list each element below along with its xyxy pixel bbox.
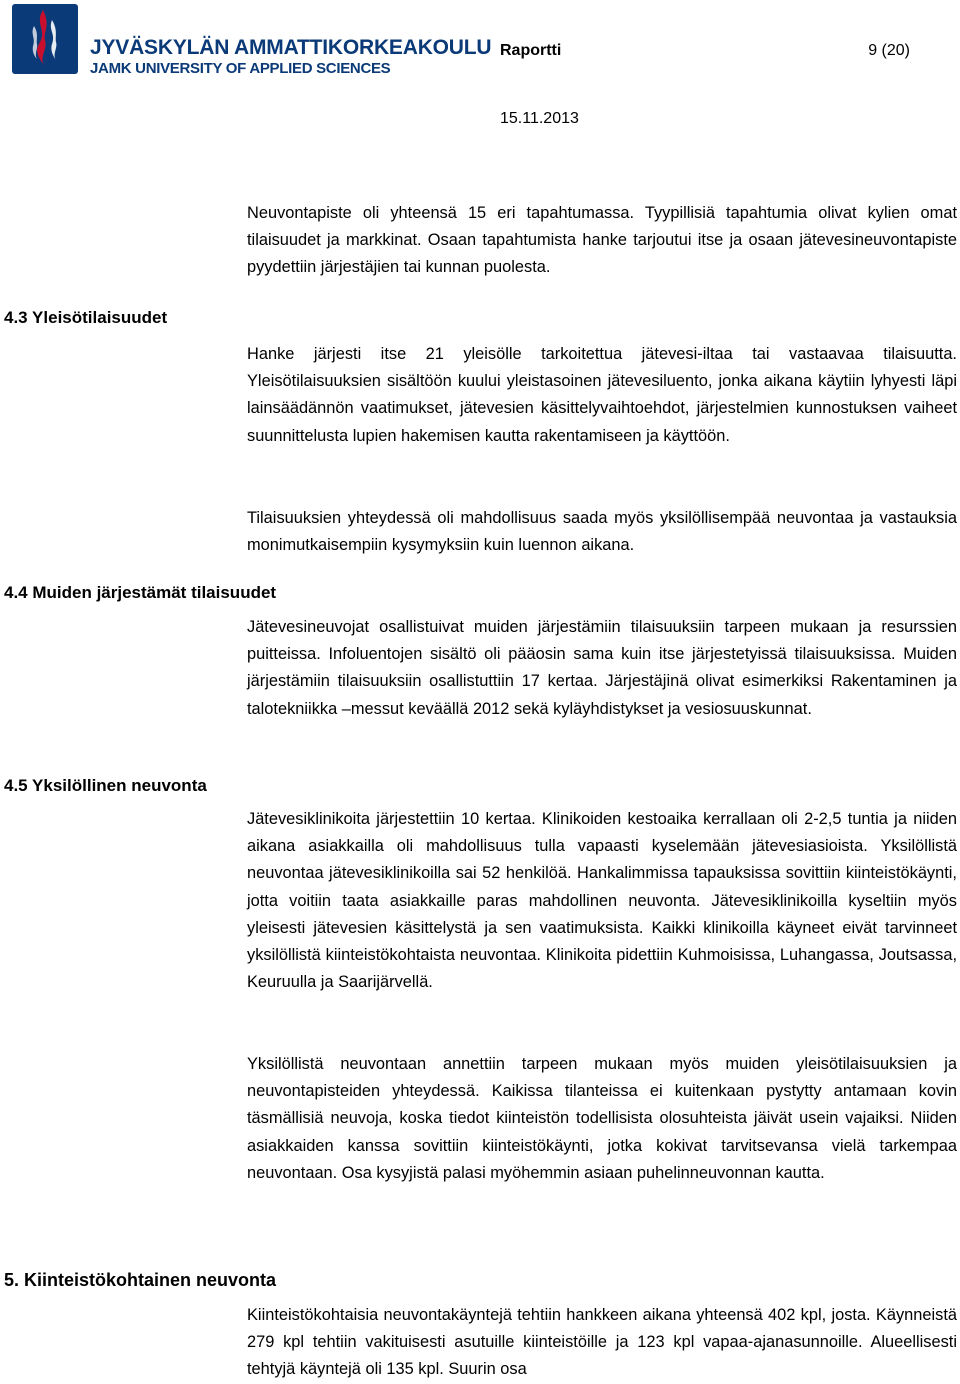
paragraph-events: Neuvontapiste oli yhteensä 15 eri tapahtumassa. Tyypillisiä tapahtumia olivat kylien omat tilaisuudet ja markkinat. Osaan tapahtumista hanke tarjoutui itse ja osaan jätevesineuvontapiste pyydettiin järjestäjien tai kunnan puolesta.: [247, 204, 957, 277]
page-header: [0, 0, 960, 140]
school-name-finnish: JYVÄSKYLÄN AMMATTIKORKEAKOULU: [90, 36, 492, 59]
section-heading-4-4: 4.4 Muiden järjestämät tilaisuudet: [4, 583, 277, 602]
page-number: 9 (20): [868, 42, 910, 59]
document-type: Raportti: [500, 42, 562, 59]
section-heading-5: 5. Kiinteistökohtainen neuvonta: [4, 1270, 277, 1290]
document-date: 15.11.2013: [500, 110, 579, 127]
jamk-flame-logo-icon: [12, 4, 78, 74]
paragraph-others-events: Jätevesineuvojat osallistuivat muiden järjestämiin tilaisuuksiin tarpeen mukaan ja resurssien puitteissa. Infoluentojen sisältö oli pääosin sama kuin itse järjestetyissä tilaisuuksissa. Muiden järjestämiin tilaisuuksiin osallistuttiin 17 kertaa. Järjestäjinä olivat esimerkiksi Rakentaminen ja talotekniikka –messut keväällä 2012 sekä kyläyhdistykset ja vesiosuuskunnat.: [247, 618, 957, 718]
paragraph-clinics: Jätevesiklinikoita järjestettiin 10 kertaa. Klinikoiden kestoaika kerrallaan oli 2-2,5 tuntia ja niiden aikana asiakkailla oli mahdollisuus tulla vapaasti kyselemään jätevesiasioista. Yksilöllistä neuvontaa jätevesiklinikoilla sai 52 henkilöä. Hankalimmissa tapauksissa sovittiin kiinteistökäynti, jotta voitiin taata asiakkaille paras mahdollinen neuvonta. Jätevesiklinikoilla kyseltiin myös yleisesti jätevesien käsittelystä ja sen vaatimuksista. Kaikki klinikoilla käyneet eivät tarvinneet yksilöllistä kiinteistökohtaista neuvontaa. Klinikoita pidettiin Kuhmoisissa, Luhangassa, Joutsassa, Keuruulla ja Saarijärvellä.: [247, 810, 957, 992]
paragraph-individual-advice: Yksilöllistä neuvontaan annettiin tarpeen mukaan myös muiden yleisötilaisuuksien ja neuvontapisteiden yhteydessä. Kaikissa tilanteissa ei kuitenkaan pystytty antamaan kovin täsmällisiä neuvoja, koska tiedot kiinteistön todellisista olosuhteista jäivät usein vajaiksi. Niiden asiakkaiden kanssa sovittiin kiinteistökäynti, jotka kokivat tarvitsevansa vielä tarkempaa neuvontaan. Osa kysyjistä palasi myöhemmin asiaan puhelinneuvonnan kautta.: [247, 1055, 957, 1182]
school-name-english: JAMK UNIVERSITY OF APPLIED SCIENCES: [90, 60, 391, 77]
section-heading-4-5: 4.5 Yksilöllinen neuvonta: [4, 776, 207, 795]
paragraph-individual-advice-at-events: Tilaisuuksien yhteydessä oli mahdollisuus saada myös yksilöllisempää neuvontaa ja vastauksia monimutkaisempiin kysymyksiin kuin luennon aikana.: [247, 509, 957, 555]
paragraph-public-events: Hanke järjesti itse 21 yleisölle tarkoitettua jätevesi-iltaa tai vastaavaa tilaisuutta. Yleisötilaisuuksien sisältöön kuului yleistasoinen jätevesiluento, jonka aikana käytiin lyhyesti läpi lainsäädännön vaatimukset, jätevesien käsittelyvaihtoehdot, järjestelmien kunnostuksen vaiheet suunnittelusta lupien hakemisen kautta rakentamiseen ja käyttöön.: [247, 345, 957, 445]
paragraph-property-visits: Kiinteistökohtaisia neuvontakäyntejä tehtiin hankkeen aikana yhteensä 402 kpl, josta. Käynneistä 279 kpl tehtiin vakituisesti asutuille kiinteistöille ja 123 kpl vapaa-ajanasunnoille. Alueellisesti tehtyjä käyntejä oli 135 kpl. Suurin osa: [247, 1306, 957, 1379]
section-heading-4-3: 4.3 Yleisötilaisuudet: [4, 308, 168, 327]
